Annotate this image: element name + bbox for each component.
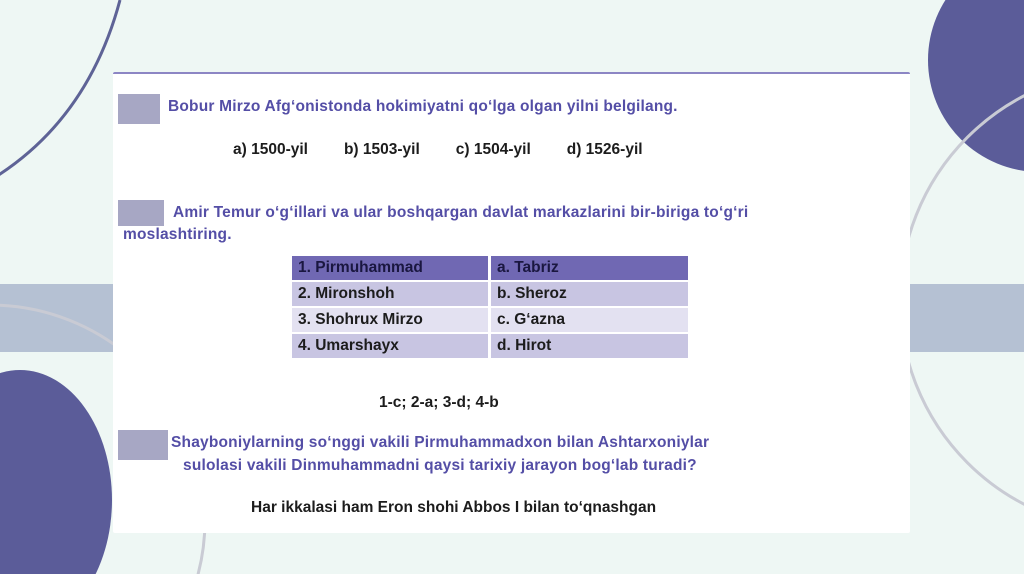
option-b: b) 1503-yil bbox=[343, 141, 420, 158]
top-left-arc bbox=[0, 0, 120, 205]
question-3-line-1: Shayboniylarning so‘nggi vakili Pirmuhammadxon bilan Ashtarxoniylar bbox=[171, 434, 710, 451]
table-cell-right: c. G‘azna bbox=[491, 308, 688, 332]
table-cell-right: d. Hirot bbox=[491, 334, 688, 358]
question-2-line-1: Amir Temur o‘g‘illari va ular boshqargan davlat markazlarini bir-biriga to‘g‘ri bbox=[173, 204, 749, 221]
table-row bbox=[292, 256, 688, 280]
question-2-marker bbox=[118, 200, 164, 226]
table-row bbox=[292, 334, 688, 358]
option-a: a) 1500-yil bbox=[233, 141, 308, 158]
top-right-circle bbox=[928, 0, 1024, 172]
table-cell-right: b. Sheroz bbox=[491, 282, 688, 306]
option-d: d) 1526-yil bbox=[566, 141, 643, 158]
table-cell-left: 4. Umarshayx bbox=[292, 334, 491, 358]
table-cell-right: a. Tabriz bbox=[491, 256, 688, 280]
matching-table bbox=[292, 254, 688, 360]
table-row bbox=[292, 308, 688, 332]
question-3-marker bbox=[118, 430, 168, 460]
question-3-line-2: sulolasi vakili Dinmuhammadni qaysi tarixiy jarayon bog‘lab turadi? bbox=[183, 457, 697, 474]
table-cell-left: 3. Shohrux Mirzo bbox=[292, 308, 491, 332]
question-2-answer: 1-c; 2-a; 3-d; 4-b bbox=[379, 394, 499, 411]
question-1-options bbox=[233, 141, 679, 159]
slide-card bbox=[113, 72, 910, 533]
table-cell-left: 1. Pirmuhammad bbox=[292, 256, 491, 280]
question-1-marker bbox=[118, 94, 160, 124]
bottom-left-blob bbox=[0, 370, 112, 574]
table-cell-left: 2. Mironshoh bbox=[292, 282, 491, 306]
option-c: c) 1504-yil bbox=[455, 141, 531, 158]
question-3-answer: Har ikkalasi ham Eron shohi Abbos I bilan to‘qnashgan bbox=[251, 499, 657, 516]
question-2-line-2: moslashtiring. bbox=[123, 226, 232, 243]
table-row bbox=[292, 282, 688, 306]
question-1-text: Bobur Mirzo Afg‘onistonda hokimiyatni qo‘lga olgan yilni belgilang. bbox=[168, 98, 678, 115]
